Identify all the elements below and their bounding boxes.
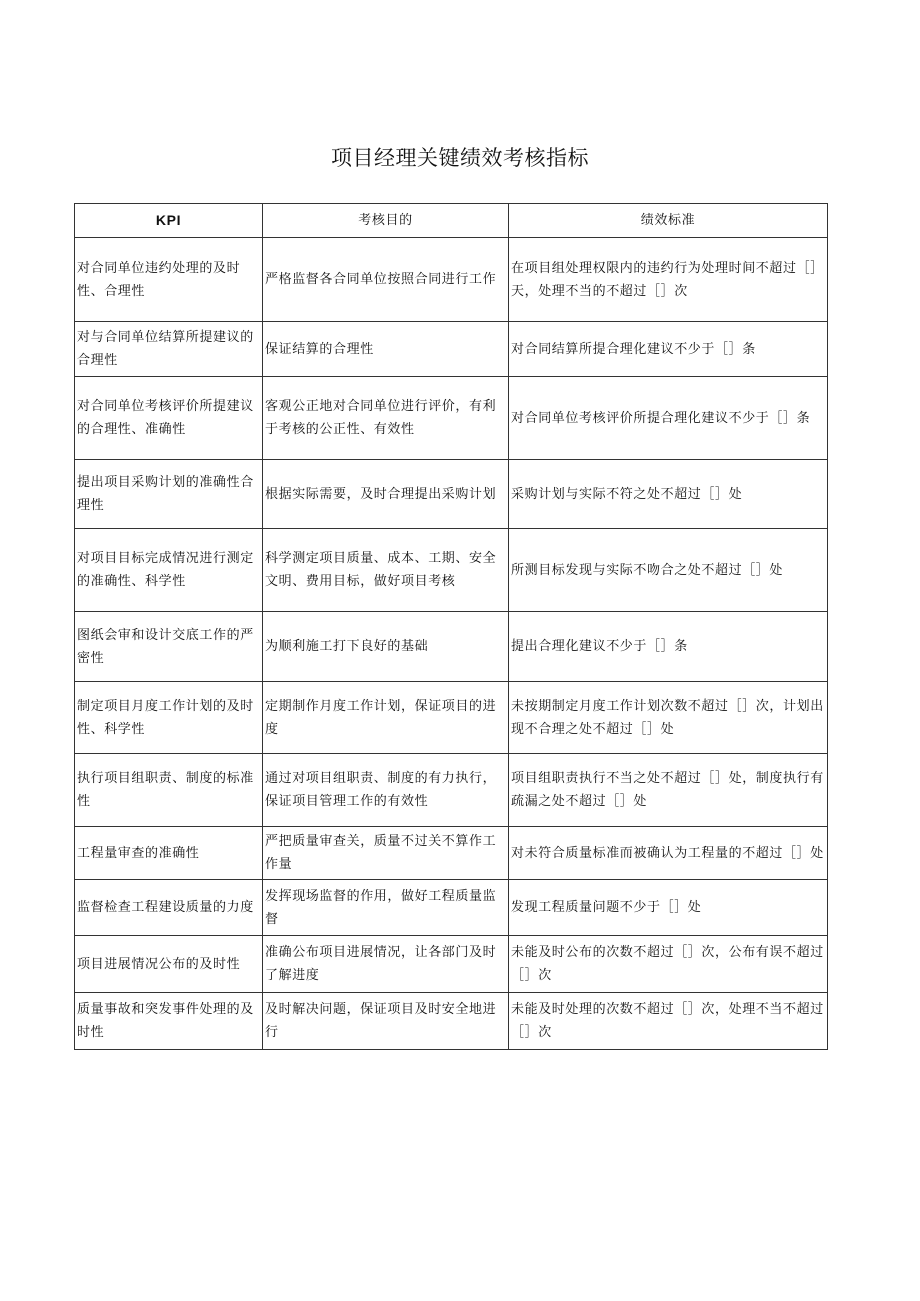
purpose-cell: 发挥现场监督的作用，做好工程质量监督	[263, 880, 509, 936]
purpose-cell: 根据实际需要，及时合理提出采购计划	[263, 460, 509, 529]
table-row	[75, 529, 828, 612]
kpi-cell: 图纸会审和设计交底工作的严密性	[75, 612, 263, 682]
table-row	[75, 993, 828, 1050]
table-row	[75, 936, 828, 993]
purpose-cell: 严格监督各合同单位按照合同进行工作	[263, 238, 509, 322]
standard-cell: 提出合理化建议不少于［］条	[509, 612, 828, 682]
kpi-cell: 工程量审查的准确性	[75, 827, 263, 880]
purpose-cell: 准确公布项目进展情况，让各部门及时了解进度	[263, 936, 509, 993]
table-row	[75, 880, 828, 936]
table-row	[75, 322, 828, 377]
kpi-cell: 对与合同单位结算所提建议的合理性	[75, 322, 263, 377]
table-row	[75, 827, 828, 880]
table-row	[75, 238, 828, 322]
table-header-row	[75, 204, 828, 238]
purpose-cell: 保证结算的合理性	[263, 322, 509, 377]
standard-cell: 所测目标发现与实际不吻合之处不超过［］处	[509, 529, 828, 612]
standard-cell: 在项目组处理权限内的违约行为处理时间不超过［］天，处理不当的不超过［］次	[509, 238, 828, 322]
table-row	[75, 682, 828, 754]
purpose-cell: 为顺利施工打下良好的基础	[263, 612, 509, 682]
standard-cell: 未能及时处理的次数不超过［］次，处理不当不超过［］次	[509, 993, 828, 1050]
kpi-table	[74, 203, 828, 1050]
kpi-cell: 对合同单位考核评价所提建议的合理性、准确性	[75, 377, 263, 460]
table-row	[75, 612, 828, 682]
standard-cell: 对未符合质量标准而被确认为工程量的不超过［］处	[509, 827, 828, 880]
standard-cell: 对合同单位考核评价所提合理化建议不少于［］条	[509, 377, 828, 460]
standard-cell: 发现工程质量问题不少于［］处	[509, 880, 828, 936]
standard-cell: 项目组职责执行不当之处不超过［］处，制度执行有疏漏之处不超过［］处	[509, 754, 828, 827]
standard-cell: 采购计划与实际不符之处不超过［］处	[509, 460, 828, 529]
table-row	[75, 754, 828, 827]
header-kpi: KPI	[75, 204, 263, 238]
kpi-cell: 项目进展情况公布的及时性	[75, 936, 263, 993]
kpi-cell: 质量事故和突发事件处理的及时性	[75, 993, 263, 1050]
standard-cell: 对合同结算所提合理化建议不少于［］条	[509, 322, 828, 377]
kpi-cell: 对合同单位违约处理的及时性、合理性	[75, 238, 263, 322]
purpose-cell: 客观公正地对合同单位进行评价，有利于考核的公正性、有效性	[263, 377, 509, 460]
purpose-cell: 严把质量审查关，质量不过关不算作工作量	[263, 827, 509, 880]
kpi-cell: 监督检查工程建设质量的力度	[75, 880, 263, 936]
standard-cell: 未能及时公布的次数不超过［］次，公布有误不超过［］次	[509, 936, 828, 993]
table-row	[75, 460, 828, 529]
header-standard: 绩效标准	[509, 204, 828, 238]
standard-cell: 未按期制定月度工作计划次数不超过［］次，计划出现不合理之处不超过［］处	[509, 682, 828, 754]
kpi-cell: 对项目目标完成情况进行测定的准确性、科学性	[75, 529, 263, 612]
kpi-cell: 制定项目月度工作计划的及时性、科学性	[75, 682, 263, 754]
kpi-cell: 执行项目组职责、制度的标准性	[75, 754, 263, 827]
header-purpose: 考核目的	[263, 204, 509, 238]
purpose-cell: 科学测定项目质量、成本、工期、安全文明、费用目标，做好项目考核	[263, 529, 509, 612]
kpi-cell: 提出项目采购计划的准确性合理性	[75, 460, 263, 529]
page-title: 项目经理关键绩效考核指标	[331, 146, 589, 170]
purpose-cell: 及时解决问题，保证项目及时安全地进行	[263, 993, 509, 1050]
purpose-cell: 定期制作月度工作计划，保证项目的进度	[263, 682, 509, 754]
purpose-cell: 通过对项目组职责、制度的有力执行，保证项目管理工作的有效性	[263, 754, 509, 827]
table-row	[75, 377, 828, 460]
